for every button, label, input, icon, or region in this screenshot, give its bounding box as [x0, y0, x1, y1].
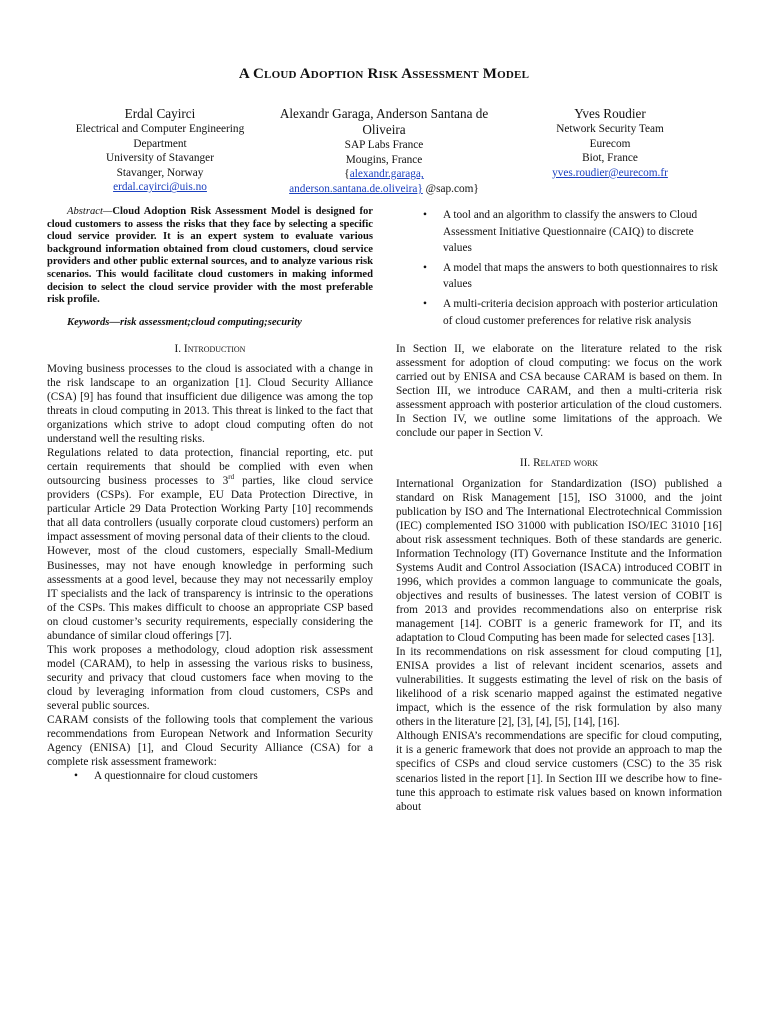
author-block-3 — [497, 106, 723, 180]
paragraph: In Section II, we elaborate on the literature related to the risk assessment for adoption of cloud computing: we focus on the work carried out by ENISA and CSA because CARAM is based on them. In Section III, we introduce CARAM, and then a multi-criteria risk assessment approach with posterior articulation of the cloud customers. In Section IV, we outline some limitations of the approach. We conclude our paper in Section V. — [396, 343, 722, 440]
abstract-label: Abstract— — [67, 206, 113, 217]
list-item-text: A multi-criteria decision approach with posterior articulation of cloud customer preferences for relative risk analysis — [443, 297, 718, 327]
keywords: Keywords—risk assessment;cloud computing;security — [67, 316, 302, 328]
bullet-icon: • — [423, 209, 427, 221]
author-name: Erdal Cayirci — [124, 106, 196, 121]
list-item — [396, 296, 722, 329]
paragraph: However, most of the cloud customers, especially Small-Medium Businesses, may not have enough knowledge in performing such assessments at a good level, because they may not necessarily employ IT specialists and the lack of transparency is intrinsic to the operations of the CSPs. This makes difficult to choose an appropriate CSP based on cloud customer’s security requirements, especially considering the abundance of similar cloud offerings [7]. — [47, 545, 373, 642]
author-affiliation: University of Stavanger — [106, 152, 214, 165]
list-item-text: A model that maps the answers to both questionnaires to risk values — [443, 261, 718, 291]
list-item-text: A tool and an algorithm to classify the answers to Cloud Assessment Initiative Questionnaire (CAIQ) to discrete values — [443, 209, 698, 255]
author-affiliation: Biot, France — [582, 152, 638, 165]
list-item — [47, 769, 373, 783]
left-column — [47, 206, 373, 783]
author-email-link[interactable]: yves.roudier@eurecom.fr — [552, 166, 668, 179]
author-affiliation: Mougins, France — [345, 153, 423, 166]
section-heading-introduction: I. Introduction — [174, 342, 246, 355]
bullet-icon: • — [74, 770, 78, 783]
paragraph: CARAM consists of the following tools that complement the various recommendations from European Network and Information Security Agency (ENISA) [1], and Cloud Security Alliance (CSA) for a complete risk assessment framework: — [47, 714, 373, 769]
abstract — [47, 206, 373, 307]
author-affiliation: Electrical and Computer Engineering — [75, 123, 245, 135]
paragraph — [47, 446, 373, 544]
author-email-link[interactable]: erdal.cayirci@uis.no — [113, 181, 207, 194]
paragraph: International Organization for Standardization (ISO) published a standard on Risk Management [15], ISO 31000, and the joint publication by ISO and The International Electrotechnical Commission (IEC) complemented ISO 31000 with publication ISO/IEC 31010 [16] about risk assessment techniques. Both of these standards are generic. Information Technology (IT) Governance Institute and the Information Systems Audit and Control Association (ISACA) introduced COBIT in 1996, which provides a common language to communicate the goals, objectives and results of businesses. The latest version of COBIT is from 2013 and provides recommendations also on enterprise risk management [14]. COBIT is a generic framework for IT, and its adaptation to Cloud Computing has been made for selected cases [13]. — [396, 477, 722, 645]
author-affiliation: Stavanger, Norway — [116, 166, 204, 179]
paragraph: In its recommendations on risk assessment for cloud computing [1], ENISA provides a list of relevant incident scenarios, assets and vulnerabilities. It suggests estimating the level of risk on the basis of likelihood of a risk scenario mapped against the estimated negative impact, which is the essence of the risk formulation by also many others in the literature [2], [3], [4], [5], [14], [16]. — [396, 646, 722, 729]
right-column — [396, 207, 722, 814]
paragraph-text: Regulations related to data protection, financial reporting, etc. put certain requirements that should be complied with even when outsourcing business processes to 3 — [47, 447, 373, 488]
list-item — [396, 260, 722, 293]
paragraph-text: parties, like cloud service providers (CSPs). For example, EU Data Protection Directive, in particular Article 29 Data Protection Working Party [10] recommends that all data controllers (usually corporate cloud customers) perform an impact assessment of moving personal data of their clients to the cloud. — [47, 475, 374, 544]
author-block-2 — [270, 106, 498, 196]
bullet-list — [396, 207, 722, 329]
email-brace: { — [344, 168, 350, 181]
author-name: Yves Roudier — [574, 106, 646, 121]
paragraph: Moving business processes to the cloud is associated with a change in the risk landscape to an organization [1]. Cloud Security Alliance (CSA) [9] has found that insufficient due diligence was among the top threats in cloud computing in 2013. This threat is linked to the fact that organizations which strive to adopt cloud computing often do not understand well the resulting risks. — [47, 362, 373, 446]
paragraph: Although ENISA’s recommendations are specific for cloud computing, it is a generic framework that does not provide an approach to map the specifics of CSPs and cloud service customers (CSC) to the 35 risk scenarios listed in the report [1]. In Section III we describe how to fine-tune this approach to estimate risk values based on known information about — [396, 730, 722, 813]
author-affiliation: SAP Labs France — [344, 139, 424, 151]
paragraph: This work proposes a methodology, cloud adoption risk assessment model (CARAM), to help in assessing the various risks to business, security and privacy that cloud customers face when moving to the cloud by leveraging information from cloud customers, CSPs and several public sources. — [47, 643, 373, 712]
author-block-1 — [47, 106, 273, 195]
bullet-icon: • — [423, 261, 427, 274]
author-email-link[interactable]: anderson.santana.de.oliveira} — [289, 182, 423, 195]
author-email-link[interactable]: alexandr.garaga, — [349, 168, 424, 181]
email-domain: @sap.com} — [422, 182, 479, 195]
section-heading-related-work: II. Related work — [519, 457, 599, 470]
author-affiliation: Department — [133, 137, 187, 150]
superscript: rd — [228, 473, 235, 482]
bullet-icon: • — [423, 297, 427, 310]
list-item-text: A questionnaire for cloud customers — [94, 770, 258, 783]
abstract-text: Cloud Adoption Risk Assessment Model is designed for cloud customers to assess the risks that they face by selecting a specific cloud service provider. It is an expert system to evaluate various background information obtained from cloud customers, cloud service providers and other public external sources, and to analyze various risk scenarios. This would facilitate cloud customers in making informed decision to select the cloud service provider with the most preferable risk profile. — [47, 206, 373, 306]
bullet-list — [47, 769, 373, 783]
author-affiliation: Network Security Team — [556, 123, 664, 135]
list-item — [396, 207, 722, 257]
paper-title: A Cloud Adoption Risk Assessment Model — [238, 66, 530, 82]
author-affiliation: Eurecom — [589, 137, 631, 150]
author-name: Alexandr Garaga, Anderson Santana de Oliveira — [279, 106, 489, 137]
